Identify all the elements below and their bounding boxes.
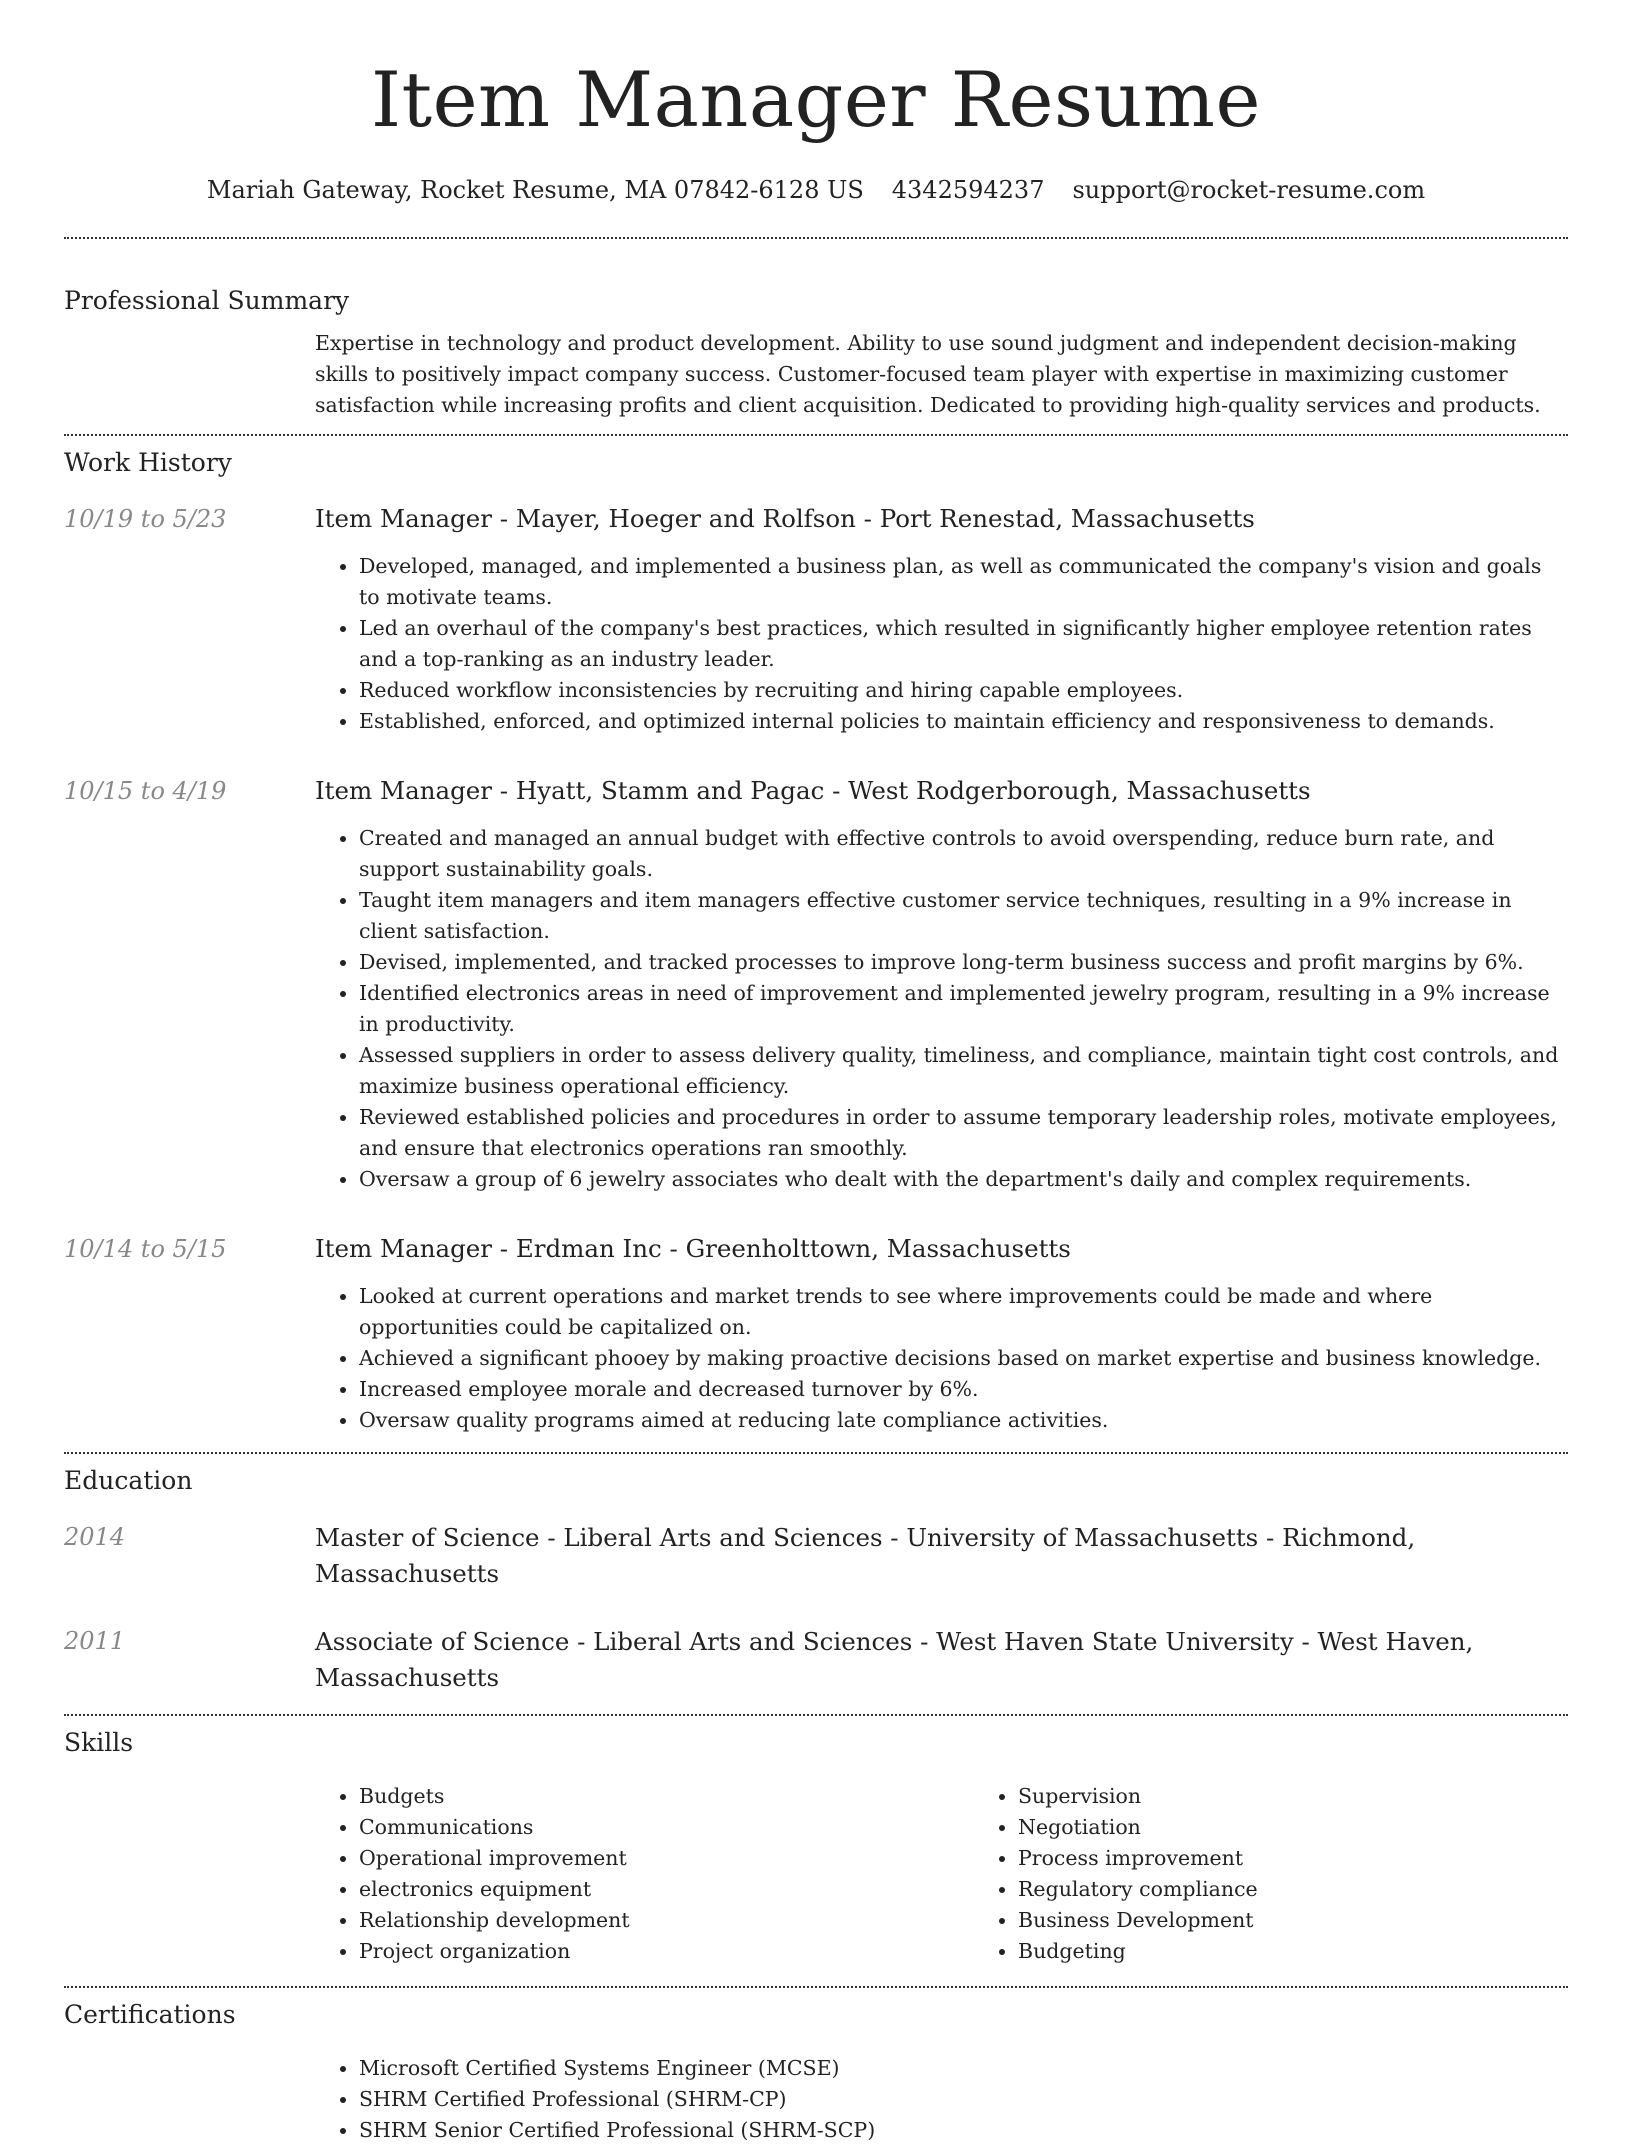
job-title: Item Manager - Erdman Inc - Greenholttown, Massachusetts: [315, 1234, 1071, 1263]
job-bullets: [315, 1281, 1568, 1436]
job-bullets: [315, 823, 1568, 1195]
job-title: Item Manager - Mayer, Hoeger and Rolfson - Port Renestad, Massachusetts: [315, 504, 1255, 533]
education-heading: Education: [64, 1466, 193, 1495]
education-year: 2014: [64, 1523, 126, 1551]
education-entry: [64, 1520, 1568, 1592]
education-section: [64, 1454, 1568, 1696]
contact-address: Mariah Gateway, Rocket Resume, MA 07842-6128 US: [206, 176, 864, 204]
list-item: • Business Development: [1018, 1905, 1632, 1936]
job-entry: [64, 1232, 1568, 1436]
list-item: • Increased employee morale and decreased turnover by 6%.: [359, 1374, 1568, 1405]
list-item: • Operational improvement: [359, 1843, 974, 1874]
list-item: • Project organization: [359, 1936, 974, 1967]
job-dates: 10/14 to 5/15: [64, 1235, 227, 1263]
list-item: • Supervision: [1018, 1781, 1632, 1812]
job-dates: 10/19 to 5/23: [64, 505, 227, 533]
skills-heading: Skills: [64, 1728, 134, 1757]
list-item: • Identified electronics areas in need of improvement and implemented jewelry program, resulting in a 9% increase in productivity.: [359, 978, 1568, 1040]
resume-title: Item Manager Resume: [371, 55, 1261, 144]
job-dates: 10/15 to 4/19: [64, 777, 227, 805]
list-item: • Looked at current operations and market trends to see where improvements could be made and where opportunities could be capitalized on.: [359, 1281, 1568, 1343]
list-item: • electronics equipment: [359, 1874, 974, 1905]
summary-text: Expertise in technology and product development. Ability to use sound judgment and independent decision-making skills to positively impact company success. Customer-focused team player with expertise in maximizing customer satisfaction while increasing profits and client acquisition. Dedicated to providing high-quality services and products.: [315, 331, 1541, 417]
contact-email[interactable]: support@rocket-resume.com: [1072, 176, 1426, 204]
list-item: • Achieved a significant phooey by making proactive decisions based on market expertise and business knowledge.: [359, 1343, 1568, 1374]
skills-list-right: [974, 1781, 1632, 1967]
education-degree: Master of Science - Liberal Arts and Sciences - University of Massachusetts - Richmond, Massachusetts: [315, 1523, 1416, 1588]
list-item: • Led an overhaul of the company's best practices, which resulted in significantly higher employee retention rates and a top-ranking as an industry leader.: [359, 613, 1568, 675]
list-item: • Taught item managers and item managers effective customer service techniques, resulting in a 9% increase in client satisfaction.: [359, 885, 1568, 947]
list-item: • Budgets: [359, 1781, 974, 1812]
list-item: • Oversaw a group of 6 jewelry associates who dealt with the department's daily and complex requirements.: [359, 1164, 1568, 1195]
education-year: 2011: [64, 1627, 126, 1655]
resume-page: [64, 0, 1568, 2146]
list-item: • Reviewed established policies and procedures in order to assume temporary leadership roles, motivate employees, and ensure that electronics operations ran smoothly.: [359, 1102, 1568, 1164]
skills-section: [64, 1716, 1568, 1967]
list-item: • Created and managed an annual budget with effective controls to avoid overspending, reduce burn rate, and support sustainability goals.: [359, 823, 1568, 885]
skills-list-left: [315, 1781, 974, 1967]
list-item: • Devised, implemented, and tracked processes to improve long-term business success and profit margins by 6%.: [359, 947, 1568, 978]
list-item: • Relationship development: [359, 1905, 974, 1936]
job-entry: [64, 774, 1568, 1195]
list-item: • Microsoft Certified Systems Engineer (MCSE): [359, 2053, 1568, 2084]
education-entry: [64, 1624, 1568, 1696]
summary-heading: Professional Summary: [64, 286, 350, 315]
work-history-section: [64, 436, 1568, 1436]
certifications-heading: Certifications: [64, 2000, 236, 2029]
job-title: Item Manager - Hyatt, Stamm and Pagac - West Rodgerborough, Massachusetts: [315, 776, 1311, 805]
list-item: • SHRM Senior Certified Professional (SHRM-SCP): [359, 2115, 1568, 2146]
list-item: • SHRM Certified Professional (SHRM-CP): [359, 2084, 1568, 2115]
list-item: • Budgeting: [1018, 1936, 1632, 1967]
job-bullets: [315, 551, 1568, 737]
list-item: • Communications: [359, 1812, 974, 1843]
list-item: • Oversaw quality programs aimed at reducing late compliance activities.: [359, 1405, 1568, 1436]
job-entry: [64, 502, 1568, 737]
education-degree: Associate of Science - Liberal Arts and Sciences - West Haven State University - West Haven, Massachusetts: [315, 1627, 1474, 1692]
contact-phone: 4342594237: [891, 176, 1045, 204]
list-item: • Regulatory compliance: [1018, 1874, 1632, 1905]
certifications-section: [64, 1988, 1568, 2146]
work-history-heading: Work History: [64, 448, 232, 477]
list-item: • Assessed suppliers in order to assess delivery quality, timeliness, and compliance, maintain tight cost controls, and maximize business operational efficiency.: [359, 1040, 1568, 1102]
list-item: • Developed, managed, and implemented a business plan, as well as communicated the company's vision and goals to motivate teams.: [359, 551, 1568, 613]
list-item: • Process improvement: [1018, 1843, 1632, 1874]
certifications-list: [315, 2053, 1568, 2146]
skills-grid: [315, 1781, 1568, 1967]
list-item: • Negotiation: [1018, 1812, 1632, 1843]
summary-section: [64, 239, 1568, 421]
list-item: • Reduced workflow inconsistencies by recruiting and hiring capable employees.: [359, 675, 1568, 706]
contact-line: [64, 174, 1568, 206]
list-item: • Established, enforced, and optimized internal policies to maintain efficiency and responsiveness to demands.: [359, 706, 1568, 737]
